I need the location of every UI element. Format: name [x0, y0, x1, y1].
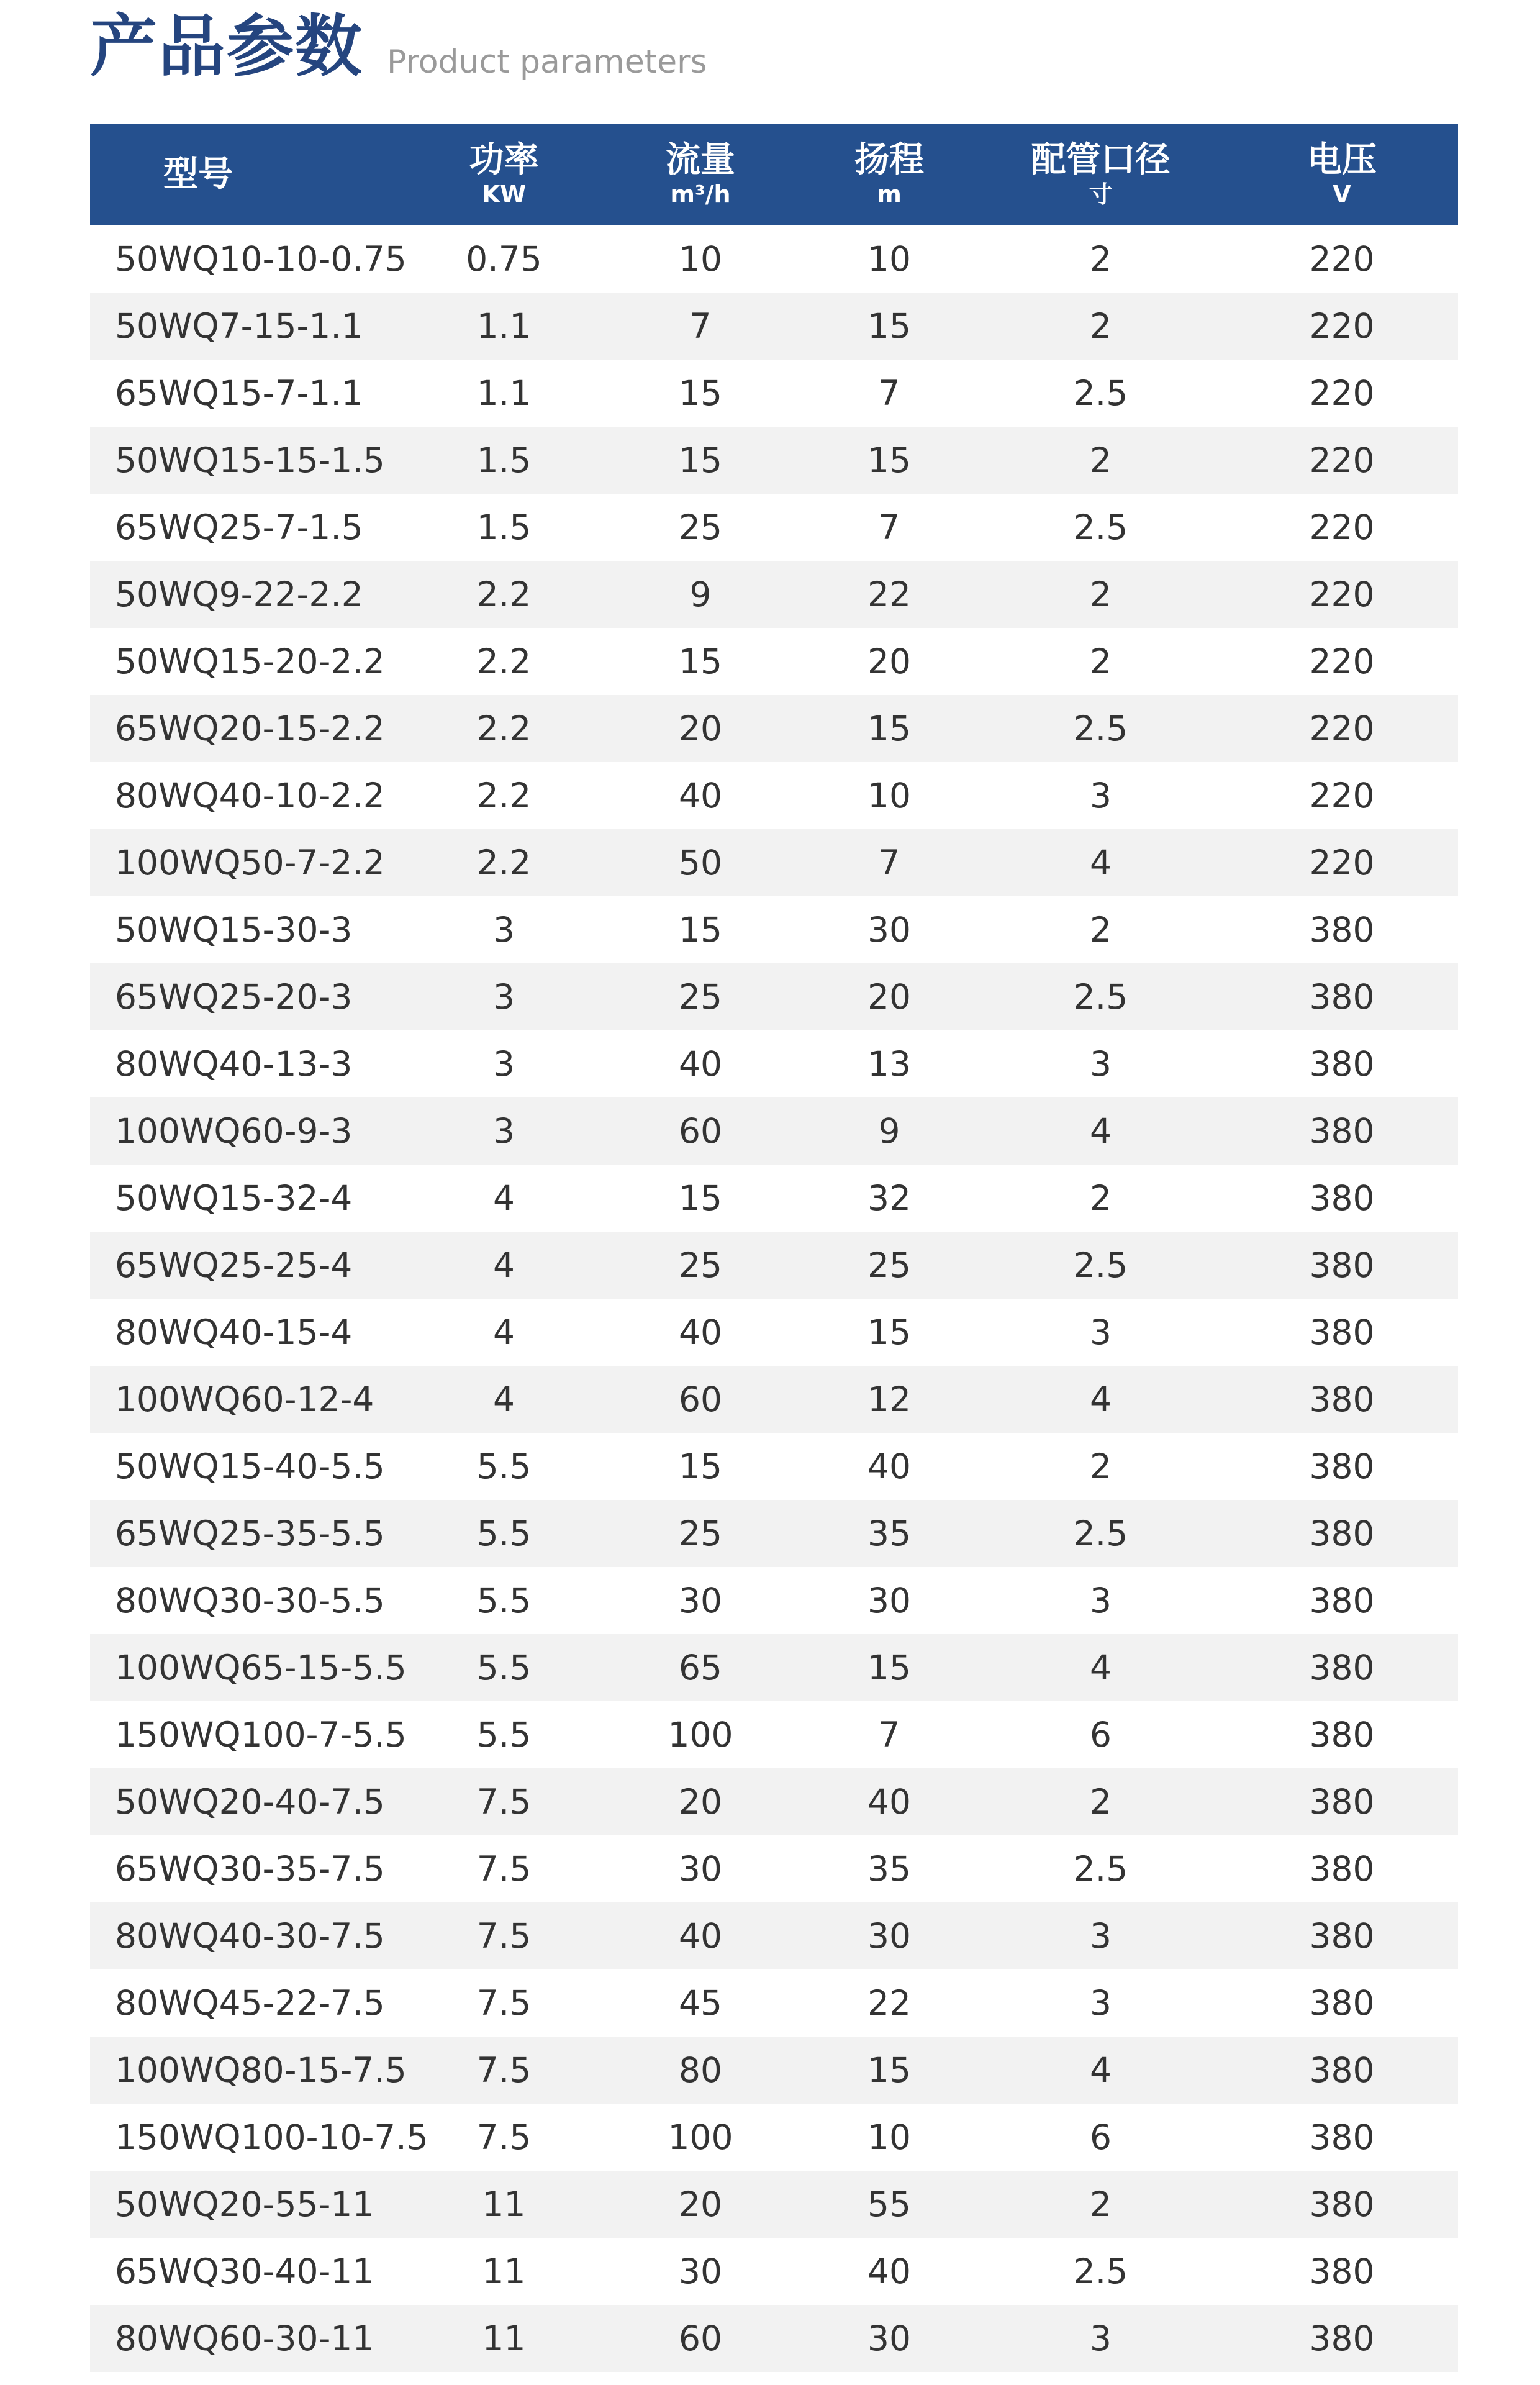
cell-flow: 9 [689, 575, 712, 614]
table-row [90, 1030, 1458, 1097]
cell-head: 22 [867, 1983, 911, 2023]
cell-power: 2.2 [476, 575, 532, 614]
cell-flow: 25 [679, 507, 722, 547]
table-row [90, 1634, 1458, 1701]
cell-flow: 25 [679, 1245, 722, 1285]
cell-pipe-diameter: 3 [1090, 1916, 1112, 1956]
table-body [90, 225, 1458, 2372]
table-row [90, 1299, 1458, 1366]
cell-pipe-diameter: 2.5 [1073, 507, 1128, 547]
cell-head: 15 [867, 1648, 911, 1688]
cell-pipe-diameter: 2 [1090, 1447, 1112, 1486]
cell-voltage: 380 [1309, 1245, 1375, 1285]
cell-pipe-diameter: 2.5 [1073, 1514, 1128, 1553]
cell-flow: 15 [679, 642, 722, 681]
cell-head: 40 [867, 1447, 911, 1486]
page-title [90, 0, 707, 86]
cell-pipe-diameter: 2 [1090, 440, 1112, 480]
cell-model: 50WQ15-32-4 [115, 1178, 353, 1218]
table-row [90, 2238, 1458, 2305]
table-row [90, 293, 1458, 360]
cell-pipe-diameter: 4 [1090, 843, 1112, 883]
cell-power: 7.5 [476, 2050, 532, 2090]
cell-model: 65WQ30-35-7.5 [115, 1849, 385, 1889]
cell-flow: 20 [679, 709, 722, 748]
cell-head: 40 [867, 1782, 911, 1822]
cell-voltage: 380 [1309, 1782, 1375, 1822]
table-row [90, 1433, 1458, 1500]
cell-voltage: 380 [1309, 2319, 1375, 2358]
cell-power: 11 [482, 2251, 526, 2291]
cell-model: 80WQ40-13-3 [115, 1044, 353, 1084]
cell-head: 15 [867, 440, 911, 480]
cell-head: 40 [867, 2251, 911, 2291]
cell-head: 7 [878, 1715, 900, 1755]
cell-power: 4 [493, 1178, 515, 1218]
table-row [90, 2171, 1458, 2238]
cell-pipe-diameter: 2 [1090, 306, 1112, 346]
table-row [90, 2037, 1458, 2104]
cell-model: 80WQ60-30-11 [115, 2319, 374, 2358]
cell-power: 11 [482, 2319, 526, 2358]
cell-voltage: 380 [1309, 2050, 1375, 2090]
cell-flow: 30 [679, 1849, 722, 1889]
cell-power: 4 [493, 1379, 515, 1419]
column-header-voltage: 电压 V [1307, 140, 1377, 208]
table-row [90, 1165, 1458, 1232]
table-row [90, 561, 1458, 628]
cell-power: 2.2 [476, 843, 532, 883]
cell-model: 50WQ9-22-2.2 [115, 575, 363, 614]
cell-model: 80WQ40-15-4 [115, 1312, 353, 1352]
cell-flow: 15 [679, 373, 722, 413]
cell-flow: 40 [679, 1312, 722, 1352]
cell-head: 15 [867, 2050, 911, 2090]
table-row [90, 896, 1458, 963]
cell-flow: 15 [679, 440, 722, 480]
cell-voltage: 380 [1309, 1111, 1375, 1151]
cell-flow: 65 [679, 1648, 722, 1688]
cell-pipe-diameter: 3 [1090, 2319, 1112, 2358]
cell-voltage: 220 [1309, 776, 1375, 815]
column-header-head: 扬程 m [854, 140, 924, 208]
cell-voltage: 220 [1309, 306, 1375, 346]
cell-voltage: 220 [1309, 709, 1375, 748]
cell-voltage: 380 [1309, 1379, 1375, 1419]
cell-power: 2.2 [476, 642, 532, 681]
cell-pipe-diameter: 3 [1090, 1581, 1112, 1620]
title-english: Product parameters [387, 43, 707, 81]
cell-power: 3 [493, 1044, 515, 1084]
table-row [90, 1835, 1458, 1902]
cell-head: 35 [867, 1849, 911, 1889]
cell-head: 15 [867, 306, 911, 346]
cell-flow: 60 [679, 2319, 722, 2358]
cell-power: 5.5 [476, 1581, 532, 1620]
cell-model: 80WQ30-30-5.5 [115, 1581, 385, 1620]
cell-head: 30 [867, 1916, 911, 1956]
cell-pipe-diameter: 2.5 [1073, 373, 1128, 413]
cell-power: 3 [493, 977, 515, 1017]
cell-flow: 45 [679, 1983, 722, 2023]
cell-model: 65WQ25-35-5.5 [115, 1514, 385, 1553]
cell-head: 55 [867, 2184, 911, 2224]
cell-flow: 40 [679, 776, 722, 815]
cell-power: 4 [493, 1312, 515, 1352]
cell-model: 150WQ100-10-7.5 [115, 2117, 428, 2157]
cell-voltage: 220 [1309, 239, 1375, 279]
cell-power: 1.5 [476, 507, 532, 547]
cell-voltage: 380 [1309, 1044, 1375, 1084]
cell-head: 35 [867, 1514, 911, 1553]
cell-model: 50WQ7-15-1.1 [115, 306, 363, 346]
table-row [90, 1366, 1458, 1433]
cell-model: 50WQ15-20-2.2 [115, 642, 385, 681]
cell-head: 10 [867, 239, 911, 279]
cell-flow: 30 [679, 2251, 722, 2291]
cell-pipe-diameter: 4 [1090, 1111, 1112, 1151]
table-row [90, 963, 1458, 1030]
cell-flow: 60 [679, 1111, 722, 1151]
cell-model: 65WQ20-15-2.2 [115, 709, 385, 748]
cell-model: 100WQ50-7-2.2 [115, 843, 385, 883]
cell-head: 20 [867, 642, 911, 681]
cell-model: 65WQ25-25-4 [115, 1245, 353, 1285]
cell-flow: 100 [668, 1715, 733, 1755]
cell-power: 5.5 [476, 1648, 532, 1688]
cell-power: 0.75 [466, 239, 542, 279]
cell-head: 30 [867, 910, 911, 950]
table-row [90, 1701, 1458, 1768]
cell-model: 150WQ100-7-5.5 [115, 1715, 407, 1755]
cell-voltage: 220 [1309, 575, 1375, 614]
cell-pipe-diameter: 2 [1090, 239, 1112, 279]
cell-flow: 25 [679, 977, 722, 1017]
cell-head: 22 [867, 575, 911, 614]
cell-power: 1.5 [476, 440, 532, 480]
cell-pipe-diameter: 2.5 [1073, 1849, 1128, 1889]
cell-model: 100WQ80-15-7.5 [115, 2050, 407, 2090]
cell-power: 1.1 [476, 306, 532, 346]
cell-voltage: 380 [1309, 1715, 1375, 1755]
column-header-flow: 流量 m³/h [666, 140, 735, 208]
cell-model: 50WQ20-55-11 [115, 2184, 374, 2224]
cell-power: 7.5 [476, 1983, 532, 2023]
cell-flow: 15 [679, 910, 722, 950]
cell-voltage: 380 [1309, 1916, 1375, 1956]
cell-pipe-diameter: 2 [1090, 575, 1112, 614]
table-row [90, 1097, 1458, 1165]
table-row [90, 2305, 1458, 2372]
cell-pipe-diameter: 2 [1090, 642, 1112, 681]
cell-power: 7.5 [476, 1782, 532, 1822]
cell-flow: 10 [679, 239, 722, 279]
cell-model: 65WQ25-20-3 [115, 977, 353, 1017]
cell-pipe-diameter: 6 [1090, 1715, 1112, 1755]
cell-head: 7 [878, 843, 900, 883]
cell-voltage: 220 [1309, 843, 1375, 883]
cell-voltage: 380 [1309, 1849, 1375, 1889]
cell-power: 2.2 [476, 776, 532, 815]
title-chinese: 产品参数 [90, 8, 364, 86]
cell-voltage: 380 [1309, 2184, 1375, 2224]
cell-flow: 80 [679, 2050, 722, 2090]
cell-head: 20 [867, 977, 911, 1017]
cell-pipe-diameter: 4 [1090, 1379, 1112, 1419]
cell-voltage: 380 [1309, 1648, 1375, 1688]
column-header-model: 型号 [163, 154, 233, 195]
table-row [90, 427, 1458, 494]
product-parameters-table [90, 124, 1458, 2372]
cell-power: 11 [482, 2184, 526, 2224]
cell-head: 15 [867, 1312, 911, 1352]
table-row [90, 2104, 1458, 2171]
cell-model: 50WQ20-40-7.5 [115, 1782, 385, 1822]
cell-flow: 100 [668, 2117, 733, 2157]
cell-power: 3 [493, 1111, 515, 1151]
cell-flow: 20 [679, 1782, 722, 1822]
cell-model: 100WQ60-9-3 [115, 1111, 353, 1151]
cell-flow: 40 [679, 1044, 722, 1084]
cell-power: 3 [493, 910, 515, 950]
cell-flow: 50 [679, 843, 722, 883]
cell-pipe-diameter: 3 [1090, 1044, 1112, 1084]
cell-head: 7 [878, 373, 900, 413]
table-row [90, 1768, 1458, 1835]
cell-power: 7.5 [476, 1849, 532, 1889]
table-row [90, 1500, 1458, 1567]
cell-pipe-diameter: 2.5 [1073, 977, 1128, 1017]
cell-model: 50WQ15-15-1.5 [115, 440, 385, 480]
cell-model: 100WQ60-12-4 [115, 1379, 374, 1419]
cell-head: 12 [867, 1379, 911, 1419]
table-row [90, 1969, 1458, 2037]
column-header-pipe-diameter: 配管口径 寸 [1031, 140, 1171, 208]
cell-pipe-diameter: 3 [1090, 1983, 1112, 2023]
table-header [90, 124, 1458, 225]
cell-voltage: 380 [1309, 1178, 1375, 1218]
table-row [90, 695, 1458, 762]
cell-voltage: 380 [1309, 910, 1375, 950]
cell-pipe-diameter: 6 [1090, 2117, 1112, 2157]
cell-model: 50WQ15-40-5.5 [115, 1447, 385, 1486]
cell-head: 7 [878, 507, 900, 547]
table-row [90, 628, 1458, 695]
cell-flow: 15 [679, 1178, 722, 1218]
cell-model: 100WQ65-15-5.5 [115, 1648, 407, 1688]
cell-power: 4 [493, 1245, 515, 1285]
cell-voltage: 220 [1309, 507, 1375, 547]
cell-head: 25 [867, 1245, 911, 1285]
table-row [90, 762, 1458, 829]
cell-voltage: 380 [1309, 1514, 1375, 1553]
cell-model: 80WQ45-22-7.5 [115, 1983, 385, 2023]
cell-voltage: 380 [1309, 2117, 1375, 2157]
cell-power: 7.5 [476, 2117, 532, 2157]
cell-head: 10 [867, 776, 911, 815]
cell-head: 30 [867, 1581, 911, 1620]
cell-flow: 7 [689, 306, 712, 346]
cell-pipe-diameter: 2.5 [1073, 709, 1128, 748]
cell-pipe-diameter: 4 [1090, 2050, 1112, 2090]
cell-pipe-diameter: 3 [1090, 1312, 1112, 1352]
cell-head: 15 [867, 709, 911, 748]
table-row [90, 360, 1458, 427]
cell-pipe-diameter: 2 [1090, 1178, 1112, 1218]
cell-pipe-diameter: 2 [1090, 910, 1112, 950]
cell-voltage: 380 [1309, 1581, 1375, 1620]
cell-model: 65WQ15-7-1.1 [115, 373, 363, 413]
cell-power: 5.5 [476, 1447, 532, 1486]
table-row [90, 829, 1458, 896]
cell-head: 10 [867, 2117, 911, 2157]
cell-head: 13 [867, 1044, 911, 1084]
cell-model: 80WQ40-10-2.2 [115, 776, 385, 815]
cell-flow: 25 [679, 1514, 722, 1553]
cell-flow: 15 [679, 1447, 722, 1486]
cell-power: 2.2 [476, 709, 532, 748]
cell-flow: 40 [679, 1916, 722, 1956]
cell-power: 5.5 [476, 1514, 532, 1553]
cell-voltage: 380 [1309, 977, 1375, 1017]
cell-pipe-diameter: 2.5 [1073, 1245, 1128, 1285]
table-header-row [90, 124, 1458, 225]
cell-flow: 60 [679, 1379, 722, 1419]
table-row [90, 1232, 1458, 1299]
cell-voltage: 380 [1309, 2251, 1375, 2291]
cell-voltage: 220 [1309, 440, 1375, 480]
cell-power: 5.5 [476, 1715, 532, 1755]
cell-head: 32 [867, 1178, 911, 1218]
cell-voltage: 220 [1309, 642, 1375, 681]
cell-pipe-diameter: 3 [1090, 776, 1112, 815]
cell-pipe-diameter: 4 [1090, 1648, 1112, 1688]
cell-voltage: 380 [1309, 1447, 1375, 1486]
table-row [90, 494, 1458, 561]
table-row [90, 225, 1458, 293]
cell-model: 65WQ25-7-1.5 [115, 507, 363, 547]
cell-power: 1.1 [476, 373, 532, 413]
cell-power: 7.5 [476, 1916, 532, 1956]
cell-pipe-diameter: 2 [1090, 2184, 1112, 2224]
cell-model: 50WQ10-10-0.75 [115, 239, 407, 279]
cell-pipe-diameter: 2 [1090, 1782, 1112, 1822]
cell-model: 65WQ30-40-11 [115, 2251, 374, 2291]
table-row [90, 1902, 1458, 1969]
cell-pipe-diameter: 2.5 [1073, 2251, 1128, 2291]
cell-head: 9 [878, 1111, 900, 1151]
cell-voltage: 380 [1309, 1983, 1375, 2023]
cell-flow: 20 [679, 2184, 722, 2224]
cell-model: 80WQ40-30-7.5 [115, 1916, 385, 1956]
cell-head: 30 [867, 2319, 911, 2358]
cell-voltage: 220 [1309, 373, 1375, 413]
cell-voltage: 380 [1309, 1312, 1375, 1352]
column-header-power: 功率 KW [469, 140, 539, 208]
cell-flow: 30 [679, 1581, 722, 1620]
table-row [90, 1567, 1458, 1634]
cell-model: 50WQ15-30-3 [115, 910, 353, 950]
